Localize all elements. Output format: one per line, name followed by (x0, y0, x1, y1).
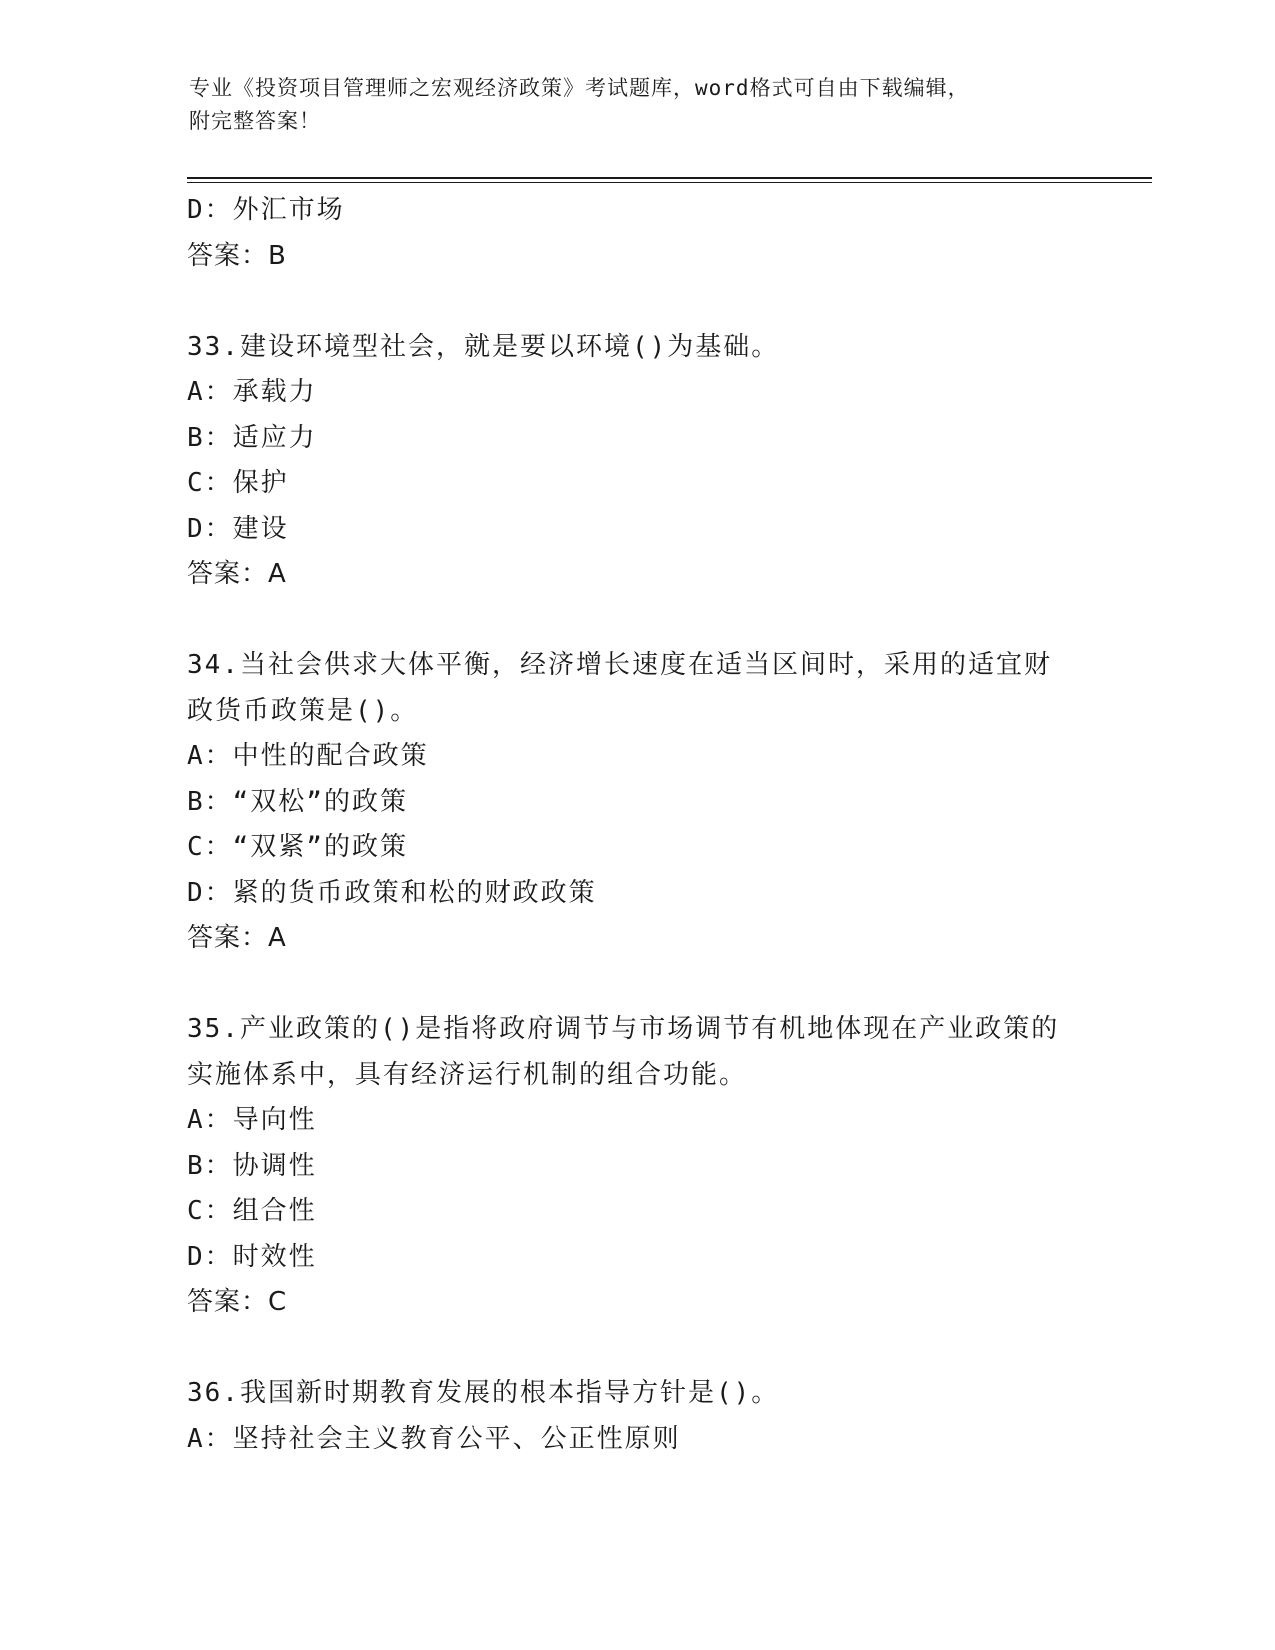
option-a: A：导向性 (187, 1105, 317, 1135)
header-divider-thin (187, 182, 1152, 183)
header-line-2: 附完整答案！ (189, 109, 321, 133)
option-b: B：协调性 (187, 1150, 317, 1181)
answer-label: 答案： (187, 240, 269, 271)
answer-line (187, 552, 1087, 598)
page-header (189, 72, 1089, 138)
option-d: D：建设 (187, 513, 289, 544)
option-d: D：时效性 (187, 1241, 317, 1272)
option-a: A：承载力 (187, 377, 317, 407)
answer-line (187, 234, 1087, 280)
question-stem-cont: 政货币政策是()。 (187, 695, 419, 726)
question-stem: 36.我国新时期教育发展的根本指导方针是()。 (187, 1378, 780, 1408)
question-stem-cont: 实施体系中，具有经济运行机制的组合功能。 (187, 1059, 748, 1090)
question-stem: 33.建设环境型社会，就是要以环境()为基础。 (187, 331, 780, 362)
option-a: A：坚持社会主义教育公平、公正性原则 (187, 1423, 681, 1454)
option-b: B：“双松”的政策 (187, 786, 408, 817)
answer-label: 答案： (187, 923, 269, 953)
question-stem: 34.当社会供求大体平衡，经济增长速度在适当区间时，采用的适宜财 (187, 650, 1052, 680)
header-divider (187, 177, 1152, 179)
option-a: A：中性的配合政策 (187, 741, 429, 771)
answer-value: C (268, 1287, 288, 1317)
header-line-1: 专业《投资项目管理师之宏观经济政策》考试题库，word格式可自由下载编辑， (189, 76, 970, 100)
option-c: C：“双紧”的政策 (187, 832, 408, 862)
option-c: C：保护 (187, 468, 289, 498)
answer-value: A (268, 923, 287, 953)
option-c: C：组合性 (187, 1196, 317, 1226)
question-stem: 35.产业政策的()是指将政府调节与市场调节有机地体现在产业政策的 (187, 1014, 1060, 1044)
answer-value: A (268, 559, 287, 589)
answer-label: 答案： (187, 1287, 269, 1317)
answer-value: B (268, 240, 287, 271)
option-b: B：适应力 (187, 422, 317, 453)
option-d: D：外汇市场 (187, 195, 345, 225)
question-list (187, 188, 1087, 1462)
option-d: D：紧的货币政策和松的财政政策 (187, 877, 597, 908)
answer-label: 答案： (187, 559, 269, 589)
answer-line (187, 916, 1087, 962)
answer-line (187, 1280, 1087, 1326)
